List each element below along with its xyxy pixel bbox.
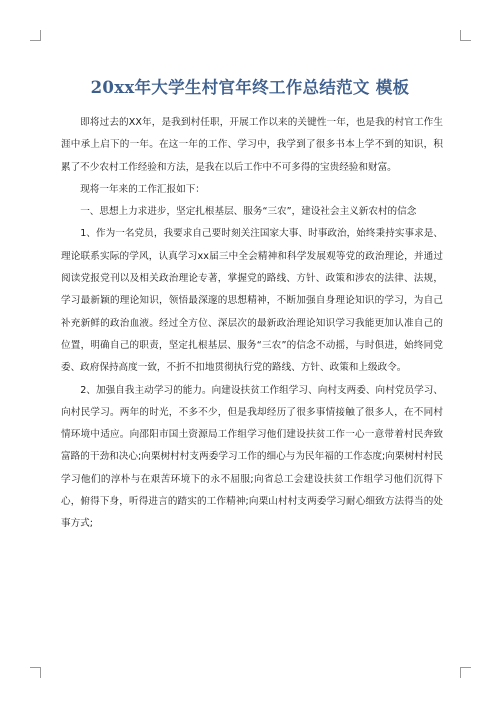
paragraph-item-2: 2、加强自我主动学习的能力。向建设扶贫工作组学习、向村支两委、向村党员学习、向村民学习。两年的时光，不多不少，但是我却经历了很多事情接触了很多人，在不同村情环境中适应。向邵阳市国土资源局工作组学习他们建设扶贫工作一心一意带着村民奔致富路的干劲和决心;向栗树村村支两委学习工作的细心与为民年福的工作态度;向栗树村村民学习他们的淳朴与在艰苦环境下的永不屈服;向省总工会建设扶贫工作组学习他们沉得下心，俯得下身，听得进言的踏实的工作精神;向栗山村村支两委学习耐心细致方法得当的处事方式;	[61, 384, 443, 530]
paragraph-report-lead: 现将一年来的工作汇报如下：	[80, 183, 205, 195]
paragraph-item-1: 1、作为一名党员，我要求自己要时刻关注国家大事、时事政治，始终秉持实事求是、理论联系实际的学风，认真学习xx届三中全会精神和科学发展观等党的政治理论，并通过阅读党报党刊以及相关政治理论专著，掌握党的路线、方针、政策和涉农的法律、法规，学习最新颖的理论知识，领悟最深邃的思想精神，不断加强自身理论知识的学习，为自己补充新鲜的政治血液。经过全方位、深层次的最新政治理论知识学习我能更加认准自己的位置，明确自己的职责，坚定扎根基层、服务“三农”的信念不动摇，与时俱进，始终同党委、政府保持高度一致，不折不扣地贯彻执行党的路线、方针、政策和上级政令。	[61, 228, 443, 374]
crop-mark-bottom-left	[30, 667, 41, 678]
crop-mark-top-right	[460, 30, 471, 41]
crop-mark-bottom-right	[460, 667, 471, 678]
paragraph-intro: 即将过去的XX年，是我到村任职，开展工作以来的关键性一年，也是我的村官工作生涯中承上启下的一年。在这一年的工作、学习中，我学到了很多书本上学不到的知识，积累了不少农村工作经验和方法，是我在以后工作中不可多得的宝贵经验和财富。	[61, 117, 443, 173]
section-heading-1: 一、思想上力求进步，坚定扎根基层、服务“三农”，建设社会主义新农村的信念	[80, 206, 417, 218]
document-body	[61, 112, 443, 536]
document-title: 20xx年大学生村官年终工作总结范文 模板	[90, 78, 410, 98]
crop-mark-top-left	[30, 30, 41, 41]
